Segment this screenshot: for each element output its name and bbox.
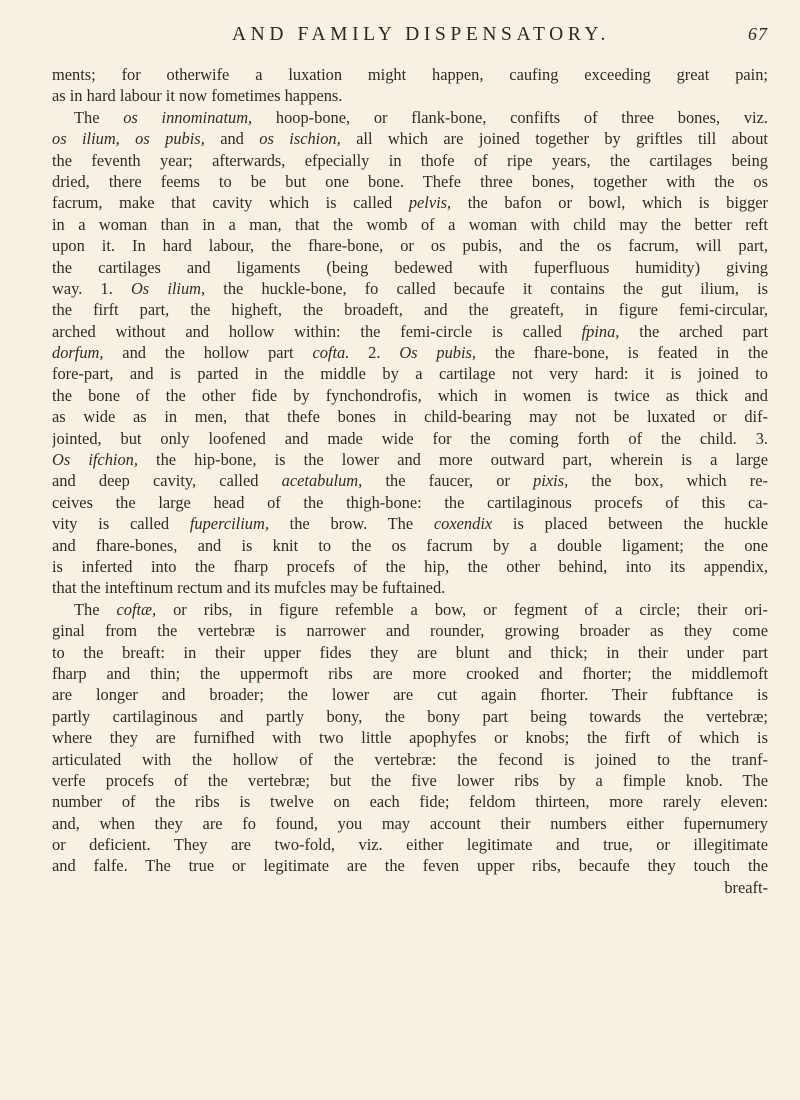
text-run: The — [74, 107, 124, 127]
text-run: the arched part — [619, 321, 768, 341]
running-head: AND FAMILY DISPENSATORY. — [231, 24, 611, 45]
text-run: ceives the large head of the thigh-bone: the cartilaginous procefs of this ca- — [52, 492, 768, 512]
text-line — [52, 513, 768, 534]
text-line — [52, 492, 768, 513]
text-run: and deep cavity, called — [52, 471, 282, 491]
text-line — [52, 257, 768, 278]
text-run: fore-part, and is parted in the middle by a cartilage not very hard: it is joined to — [52, 364, 768, 384]
italic-term: os ilium, os pubis, — [52, 129, 205, 149]
text-line — [52, 877, 768, 898]
text-run: the cartilages and ligaments (being bedewed with fuperfluous humidity) giving — [52, 257, 768, 277]
text-run: the bafon or bowl, which is bigger — [451, 193, 768, 213]
text-run: and the hollow part — [103, 343, 313, 363]
text-line — [52, 855, 768, 876]
text-line — [52, 706, 768, 727]
italic-term: Os ifchion, — [52, 450, 138, 470]
italic-term: Os pubis, — [399, 343, 477, 363]
text-line — [52, 64, 768, 85]
text-run: as wide as in men, that thefe bones in child-bearing may not be luxated or dif- — [52, 407, 768, 427]
text-run: the huckle-bone, fo called becaufe it contains the gut ilium, is — [205, 278, 768, 298]
text-run: dried, there feems to be but one bone. Thefe three bones, together with the os — [52, 171, 768, 191]
text-line — [52, 449, 768, 470]
text-line — [52, 663, 768, 684]
text-run: the feventh year; afterwards, efpecially in thofe of ripe years, the cartilages being — [52, 150, 768, 170]
text-run: vity is called — [52, 514, 190, 534]
text-line — [52, 577, 768, 598]
text-run: that the inteftinum rectum and its mufcles may be fuftained. — [52, 578, 446, 598]
text-line — [52, 192, 768, 213]
italic-term: coftæ, — [116, 599, 157, 619]
italic-term: acetabulum, — [281, 471, 363, 491]
text-line — [52, 642, 768, 663]
text-line — [52, 299, 768, 320]
italic-term: cofta. — [312, 343, 350, 363]
text-line — [52, 620, 768, 641]
text-run: and, when they are fo found, you may account their numbers either fupernumery — [52, 813, 768, 833]
text-run: ginal from the vertebræ is narrower and rounder, growing broader as they come — [52, 621, 768, 641]
text-run: jointed, but only loofened and made wide for the coming forth of the child. 3. — [52, 428, 768, 448]
text-line — [52, 727, 768, 748]
text-line — [52, 214, 768, 235]
text-run: upon it. In hard labour, the fhare-bone, or os pubis, and the os facrum, will part, — [52, 236, 768, 256]
text-run: fharp and thin; the uppermoft ribs are more crooked and fhorter; the middlemoft — [52, 663, 768, 683]
text-line — [52, 128, 768, 149]
text-run: way. 1. — [52, 278, 131, 298]
page-header — [40, 20, 768, 60]
text-run: breaft- — [724, 877, 768, 897]
text-line — [52, 770, 768, 791]
text-run: the brow. The — [268, 514, 434, 534]
text-line — [52, 791, 768, 812]
text-run: the fhare-bone, is feated in the — [476, 343, 768, 363]
text-run: arched without and hollow within: the femi-circle is called — [52, 321, 582, 341]
text-line — [52, 470, 768, 491]
text-run: or ribs, in figure refemble a bow, or fegment of a circle; their ori- — [156, 599, 768, 619]
text-run: or deficient. They are two-fold, viz. either legitimate and true, or illegitimate — [52, 835, 768, 855]
text-run: all which are joined together by griftles till about — [340, 129, 768, 149]
italic-term: coxendix — [433, 514, 493, 534]
text-run: the hip-bone, is the lower and more outward part, wherein is a large — [137, 450, 768, 470]
text-line — [52, 235, 768, 256]
text-line — [52, 813, 768, 834]
text-run: is placed between the huckle — [492, 514, 768, 534]
text-line — [52, 684, 768, 705]
text-run: and — [204, 129, 260, 149]
text-line — [52, 556, 768, 577]
text-run: to the breaft: in their upper fides they are blunt and thick; in their under part — [52, 642, 768, 662]
text-run: the box, which re- — [568, 471, 768, 491]
italic-term: fpina, — [581, 321, 620, 341]
text-line — [52, 342, 768, 363]
text-line — [52, 150, 768, 171]
text-run: and falfe. The true or legitimate are the feven upper ribs, becaufe they touch the — [52, 856, 768, 876]
text-run: where they are furnifhed with two little apophyfes or knobs; the firft of which is — [52, 728, 768, 748]
body-text — [52, 64, 768, 898]
text-line — [52, 834, 768, 855]
text-run: the firft part, the higheft, the broadeft, and the greateft, in figure femi-circular, — [52, 300, 768, 320]
text-run: as in hard labour it now fometimes happens. — [52, 86, 343, 106]
italic-term: pixis, — [533, 471, 569, 491]
text-run: facrum, make that cavity which is called — [52, 193, 409, 213]
text-line — [52, 321, 768, 342]
text-line — [52, 406, 768, 427]
text-run: 2. — [349, 343, 400, 363]
text-run: the bone of the other fide by fynchondrofis, which in women is twice as thick and — [52, 385, 768, 405]
text-run: verfe procefs of the vertebræ; but the five lower ribs by a fimple knob. The — [52, 770, 768, 790]
text-run: are longer and broader; the lower are cut again fhorter. Their fubftance is — [52, 685, 768, 705]
italic-term: Os ilium, — [130, 278, 206, 298]
italic-term: pelvis, — [408, 193, 452, 213]
text-run: and fhare-bones, and is knit to the os facrum by a double ligament; the one — [52, 535, 768, 555]
italic-term: os innominatum, — [123, 107, 253, 127]
text-line — [52, 599, 768, 620]
page-number: 67 — [748, 24, 768, 44]
text-run: the faucer, or — [362, 471, 534, 491]
text-line — [52, 749, 768, 770]
italic-term: fupercilium, — [189, 514, 269, 534]
text-line — [52, 278, 768, 299]
text-run: number of the ribs is twelve on each fide; feldom thirteen, more rarely eleven: — [52, 792, 768, 812]
text-line — [52, 107, 768, 128]
text-run: hoop-bone, or flank-bone, confifts of three bones, viz. — [252, 107, 768, 127]
text-line — [52, 363, 768, 384]
text-run: articulated with the hollow of the vertebræ: the fecond is joined to the tranf- — [52, 749, 768, 769]
text-run: The — [74, 599, 117, 619]
text-run: is inferted into the fharp procefs of the hip, the other behind, into its appendix, — [52, 556, 768, 576]
text-line — [52, 171, 768, 192]
italic-term: dorfum, — [52, 343, 104, 363]
text-line — [52, 385, 768, 406]
text-run: partly cartilaginous and partly bony, the bony part being towards the vertebræ; — [52, 706, 768, 726]
text-line — [52, 535, 768, 556]
text-run: in a woman than in a man, that the womb of a woman with child may the better reft — [52, 214, 768, 234]
text-run: ments; for otherwife a luxation might happen, caufing exceeding great pain; — [52, 65, 768, 84]
italic-term: os ischion, — [259, 129, 341, 149]
text-line — [52, 85, 768, 106]
text-line — [52, 428, 768, 449]
